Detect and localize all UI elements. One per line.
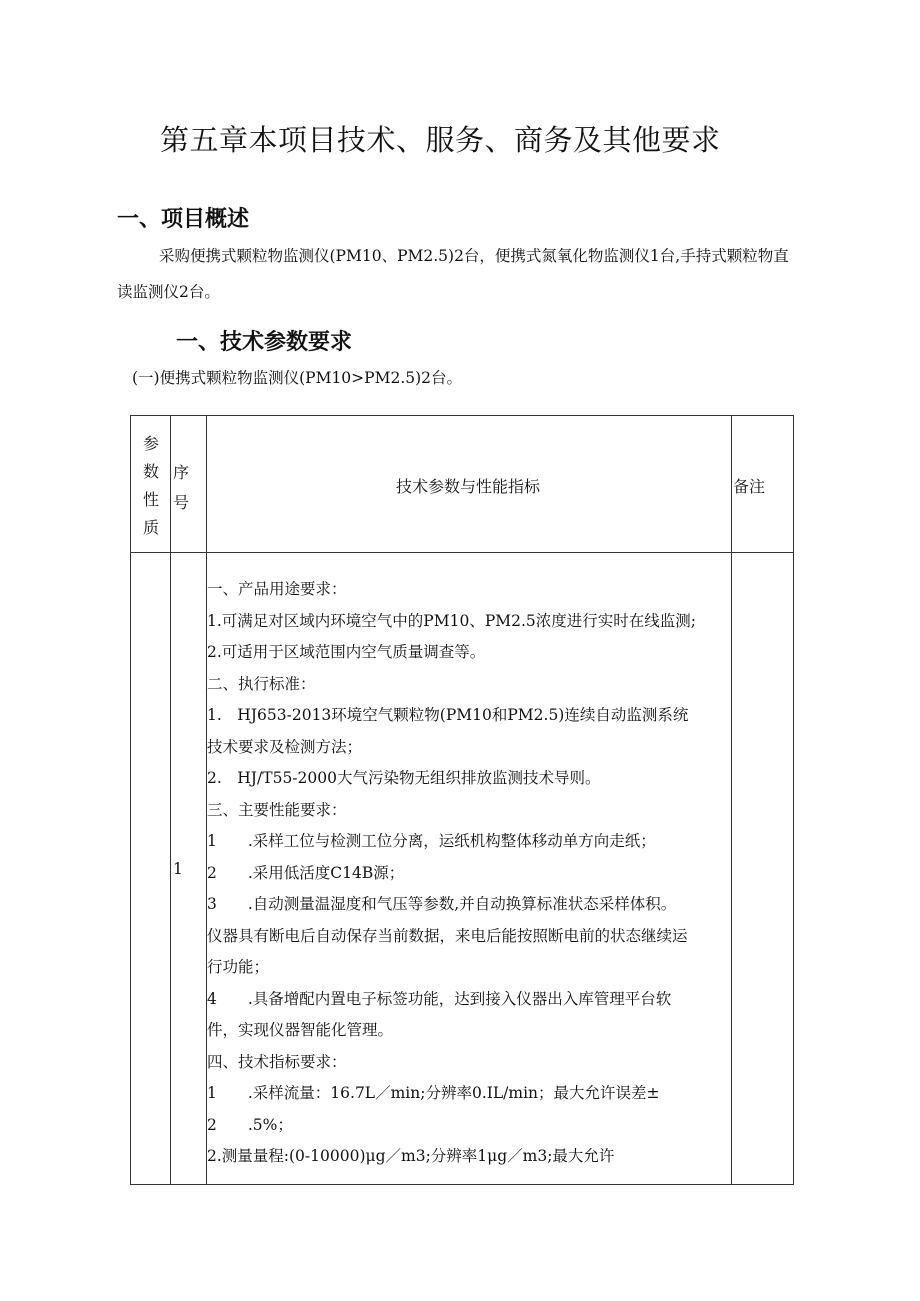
header-notes: 备注 [733,477,766,496]
row-seq-number: 1 [173,860,183,878]
spec-content [207,574,731,1173]
header-char: 质 [142,518,159,537]
spec-line: 三、主要性能要求： [207,800,347,819]
header-seq [173,458,203,518]
spec-line: 1. HJ653-2013环境空气颗粒物(PM10和PM2.5)连续自动监测系统 [207,706,689,724]
header-char: 序 [173,463,190,482]
section-heading-overview: 一、项目概述 [117,207,250,232]
spec-line: 四、技术指标要求： [207,1052,347,1071]
spec-line: 1 .采样流量：16.7L／min;分辨率0.IL/min；最大允许误差± [207,1084,660,1102]
header-tech-specs: 技术参数与性能指标 [395,477,540,496]
spec-line: 4 .具备增配内置电子标签功能，达到接入仪器出入库管理平台软 [207,989,672,1008]
header-char: 数 [142,462,159,481]
spec-line: 2 .采用低活度C14B源； [207,863,405,882]
table-divider [131,552,793,553]
section-heading-tech-params: 一、技术参数要求 [176,330,353,355]
spec-line: 1 .采样工位与检测工位分离，运纸机构整体移动单方向走纸； [207,832,656,850]
spec-line: 件，实现仪器智能化管理。 [207,1021,394,1039]
spec-line: 技术要求及检测方法； [207,737,363,756]
spec-line: 2 .5%； [207,1115,293,1134]
spec-table [130,415,794,1185]
spec-line: 仪器具有断电后自动保存当前数据，来电后能按照断电前的状态继续运 [207,926,688,945]
spec-line: 二、执行标准： [207,674,316,693]
spec-line: 一、产品用途要求： [207,580,347,598]
table-divider [170,416,171,1184]
header-char: 号 [173,493,190,512]
table-divider [731,416,732,1184]
spec-line: 2.可适用于区域范围内空气质量调查等。 [207,643,486,661]
spec-line: 1.可满足对区域内环境空气中的PM10、PM2.5浓度进行实时在线监测; [207,611,696,630]
spec-line: 行功能； [207,958,270,976]
spec-line: 2. HJ/T55-2000大气污染物无组织排放监测技术导则。 [207,769,601,787]
header-param-nature [133,430,169,542]
header-char: 参 [142,434,159,453]
spec-line: 2.测量量程:(0-10000)μg／m3;分辨率1μg／m3;最大允许 [207,1147,615,1165]
subsection-heading: (一)便携式颗粒物监测仪(PM10>PM2.5)2台。 [132,369,463,387]
header-char: 性 [142,490,159,509]
spec-line: 3 .自动测量温湿度和气压等参数,并自动换算标准状态采样体积。 [207,895,677,913]
overview-paragraph: 采购便携式颗粒物监测仪(PM10、PM2.5)2台，便携式氮氧化物监测仪1台,手持式颗粒物直读监测仪2台。 [117,247,789,301]
chapter-title: 第五章本项目技术、服务、商务及其他要求 [160,123,721,157]
